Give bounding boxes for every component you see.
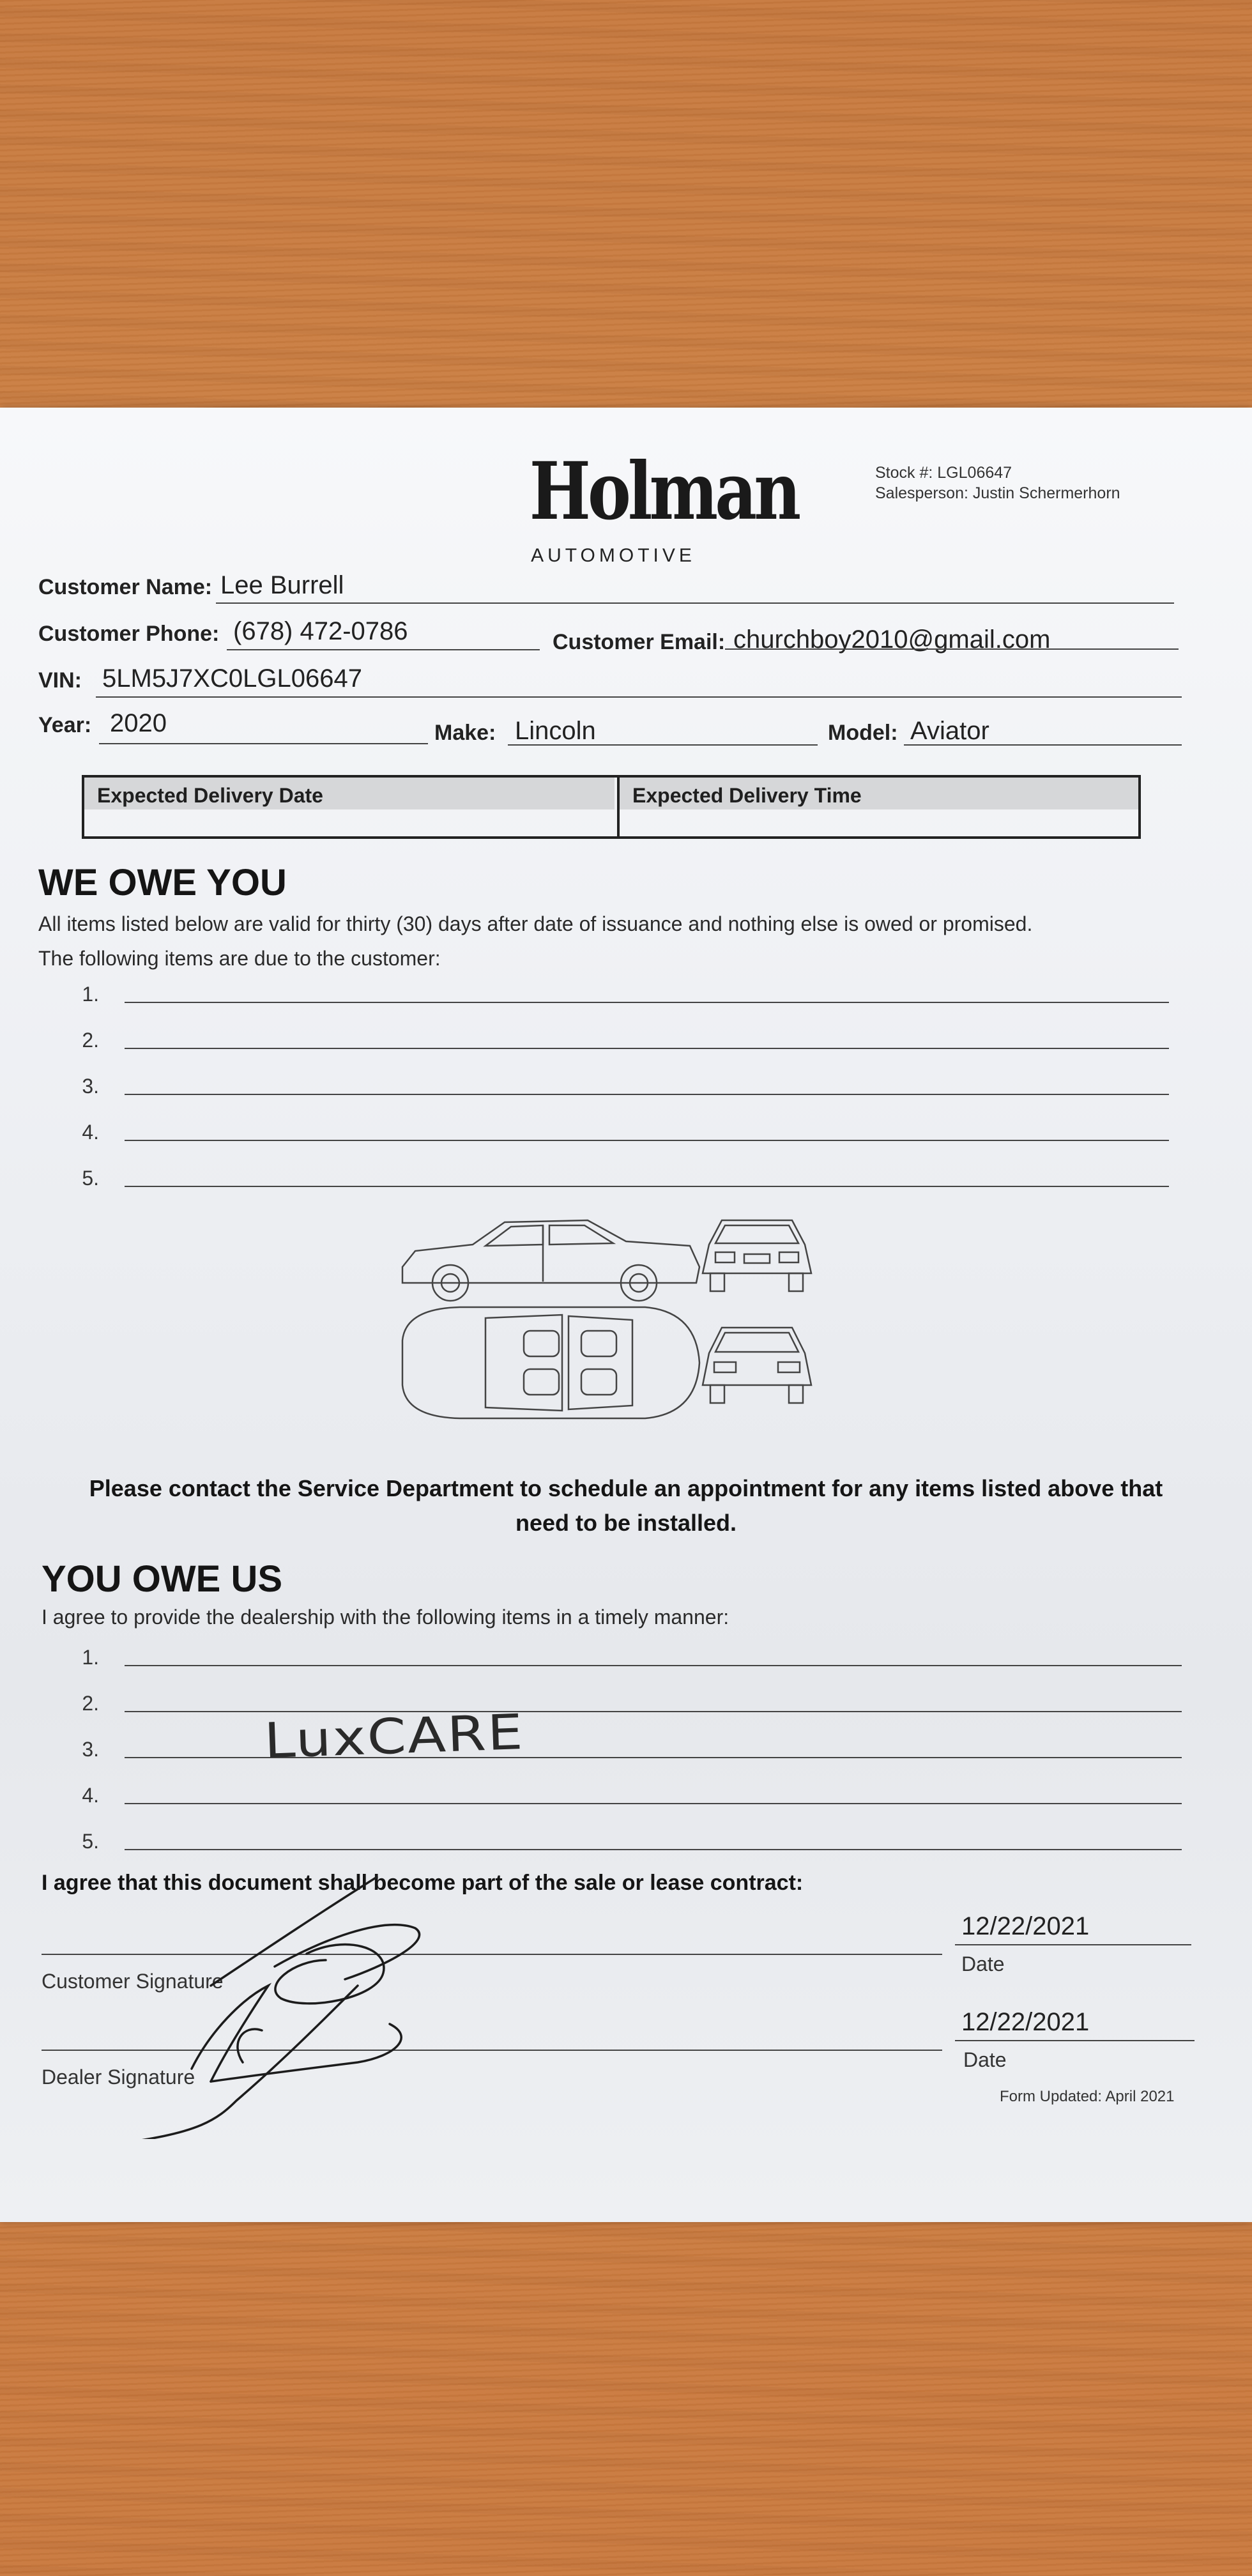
dealer-form-sheet xyxy=(0,408,1252,2222)
you-owe-number: 1. xyxy=(82,1646,99,1669)
you-owe-item-line[interactable] xyxy=(125,1803,1182,1804)
you-owe-number: 3. xyxy=(82,1738,99,1761)
customer-signature-label: Customer Signature xyxy=(42,1970,224,1993)
you-owe-number: 4. xyxy=(82,1784,99,1807)
service-notice-line2: need to be installed. xyxy=(515,1510,737,1536)
customer-name-line xyxy=(216,602,1174,604)
dealer-date-line xyxy=(955,2040,1195,2041)
year-value[interactable]: 2020 xyxy=(110,709,167,737)
model-label: Model: xyxy=(828,721,898,745)
make-label: Make: xyxy=(434,721,496,745)
you-owe-us-title: YOU OWE US xyxy=(42,1558,283,1600)
we-owe-item-line[interactable] xyxy=(125,1094,1169,1095)
we-owe-desc-line2: The following items are due to the customer: xyxy=(38,947,441,970)
we-owe-item-line[interactable] xyxy=(125,1140,1169,1141)
we-owe-item-line[interactable] xyxy=(125,1002,1169,1003)
logo-subtitle: AUTOMOTIVE xyxy=(531,545,696,566)
salesperson xyxy=(875,484,1120,503)
customer-date-value[interactable]: 12/22/2021 xyxy=(961,1912,1090,1940)
you-owe-number: 5. xyxy=(82,1830,99,1853)
service-notice xyxy=(51,1471,1201,1540)
year-label: Year: xyxy=(38,713,92,737)
customer-phone-label: Customer Phone: xyxy=(38,622,220,646)
make-value[interactable]: Lincoln xyxy=(515,717,596,745)
stock-label: Stock #: xyxy=(875,464,933,482)
we-owe-item-line[interactable] xyxy=(125,1048,1169,1049)
customer-email-line xyxy=(725,648,1179,650)
dealer-date-value[interactable]: 12/22/2021 xyxy=(961,2008,1090,2036)
customer-date-line xyxy=(955,1944,1191,1945)
model-line xyxy=(904,744,1182,746)
holman-logo: Holman xyxy=(529,445,798,538)
customer-email-value[interactable]: churchboy2010@gmail.com xyxy=(733,625,1051,654)
dealer-signature-label: Dealer Signature xyxy=(42,2066,195,2089)
agreement-statement: I agree that this document shall become part of the sale or lease contract: xyxy=(42,1871,804,1895)
we-owe-desc-line1: All items listed below are valid for thirty (30) days after date of issuance and nothing else is owed or promised. xyxy=(38,912,1033,935)
you-owe-number: 2. xyxy=(82,1692,99,1715)
delivery-time-header: Expected Delivery Time xyxy=(620,778,1138,809)
delivery-table xyxy=(82,775,1141,839)
customer-name-label: Customer Name: xyxy=(38,575,213,599)
we-owe-number: 5. xyxy=(82,1167,99,1190)
handwritten-luxcare: LuxCARE xyxy=(263,1703,526,1770)
vin-value[interactable]: 5LM5J7XC0LGL06647 xyxy=(102,664,362,693)
we-owe-number: 3. xyxy=(82,1075,99,1098)
salesperson-label: Salesperson: xyxy=(875,484,968,502)
salesperson-value: Justin Schermerhorn xyxy=(972,484,1120,502)
signature-mark xyxy=(115,1871,511,2139)
make-line xyxy=(508,744,818,746)
stock-value: LGL06647 xyxy=(937,464,1012,482)
we-owe-you-title: WE OWE YOU xyxy=(38,862,287,903)
we-owe-number: 4. xyxy=(82,1121,99,1144)
customer-name-value[interactable]: Lee Burrell xyxy=(220,571,344,599)
stock-number xyxy=(875,464,1012,482)
we-owe-number: 2. xyxy=(82,1029,99,1052)
we-owe-number: 1. xyxy=(82,983,99,1006)
customer-phone-line xyxy=(227,649,540,650)
delivery-date-header: Expected Delivery Date xyxy=(84,778,615,809)
we-owe-item-line[interactable] xyxy=(125,1186,1169,1187)
model-value[interactable]: Aviator xyxy=(910,717,989,745)
you-owe-item-line[interactable] xyxy=(125,1665,1182,1666)
you-owe-desc: I agree to provide the dealership with the following items in a timely manner: xyxy=(42,1606,729,1629)
customer-email-label: Customer Email: xyxy=(553,630,726,654)
dealer-date-label: Date xyxy=(963,2048,1007,2071)
you-owe-item-line[interactable] xyxy=(125,1849,1182,1850)
year-line xyxy=(99,743,428,744)
vin-line xyxy=(96,696,1182,698)
form-updated-note: Form Updated: April 2021 xyxy=(1000,2088,1175,2105)
car-diagram-icon xyxy=(396,1206,843,1449)
vin-label: VIN: xyxy=(38,668,82,693)
customer-phone-value[interactable]: (678) 472-0786 xyxy=(233,617,408,645)
customer-date-label: Date xyxy=(961,1952,1005,1975)
service-notice-line1: Please contact the Service Department to schedule an appointment for any items listed above that xyxy=(89,1475,1163,1501)
